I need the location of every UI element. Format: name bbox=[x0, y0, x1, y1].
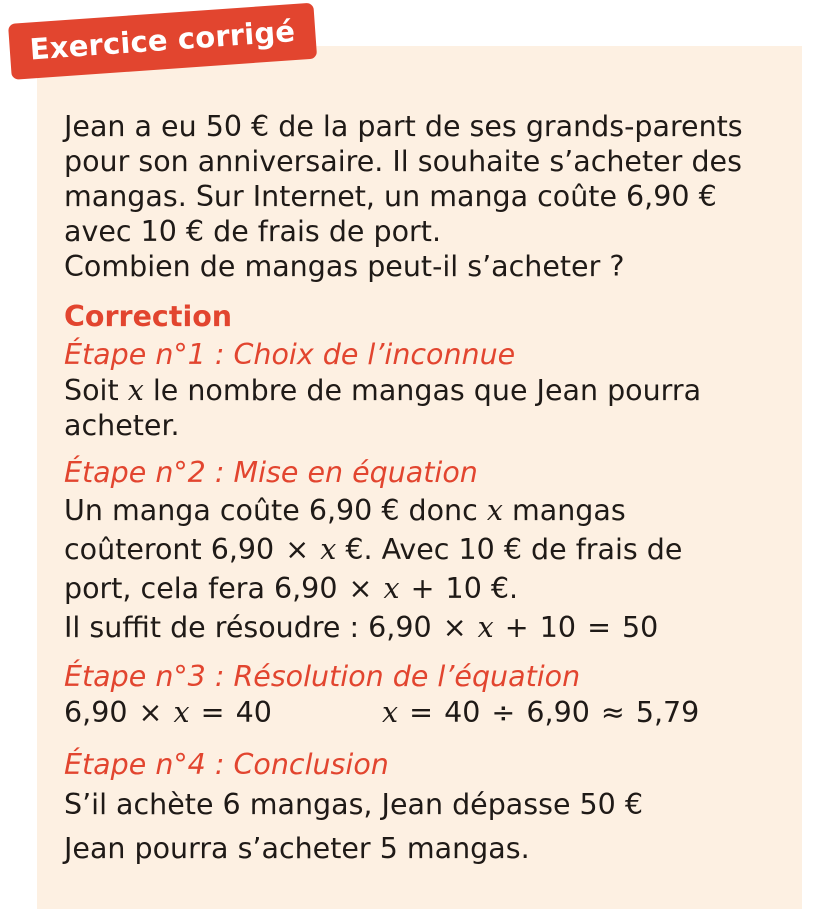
text-fragment: 6,90 bbox=[517, 696, 599, 729]
step-2-title: Étape n°2 : Mise en équation bbox=[64, 456, 478, 489]
variable-x: x bbox=[173, 696, 190, 729]
step-3-right-equation bbox=[382, 695, 699, 730]
step-1-line bbox=[64, 373, 794, 408]
plus-symbol: + bbox=[410, 572, 435, 605]
problem-line: mangas. Sur Internet, un manga coûte 6,90 € bbox=[64, 180, 717, 213]
equals-symbol: = bbox=[200, 696, 225, 729]
plus-symbol: + bbox=[504, 611, 529, 644]
equals-symbol: = bbox=[587, 611, 611, 644]
variable-x: x bbox=[320, 533, 337, 566]
divide-symbol: ÷ bbox=[491, 696, 516, 729]
text-fragment: 10 bbox=[530, 611, 586, 644]
times-symbol: × bbox=[138, 696, 163, 729]
variable-x: x bbox=[486, 494, 503, 527]
times-symbol: × bbox=[285, 533, 310, 566]
step-2-equation-line bbox=[64, 608, 794, 647]
step-4-line: S’il achète 6 mangas, Jean dépasse 50 € bbox=[64, 788, 644, 821]
problem-statement bbox=[64, 109, 794, 284]
step-3-title: Étape n°3 : Résolution de l’équation bbox=[64, 660, 581, 693]
text-fragment: 10 €. bbox=[436, 572, 519, 605]
text-fragment: 50 bbox=[612, 611, 659, 644]
step-4 bbox=[64, 747, 794, 871]
text-fragment: mangas bbox=[502, 494, 626, 527]
text-fragment: le nombre de mangas que Jean pourra bbox=[143, 374, 702, 407]
step-1-line: acheter. bbox=[64, 409, 180, 442]
step-3 bbox=[64, 659, 794, 735]
text-fragment: €. Avec 10 € de frais de bbox=[336, 533, 683, 566]
approx-symbol: ≈ bbox=[600, 696, 625, 729]
problem-line: avec 10 € de frais de port. bbox=[64, 215, 441, 248]
correction-heading: Correction bbox=[64, 300, 233, 333]
variable-x: x bbox=[382, 696, 399, 729]
text-fragment: 40 bbox=[226, 696, 272, 729]
step-1 bbox=[64, 337, 794, 443]
step-1-title: Étape n°1 : Choix de l’inconnue bbox=[64, 338, 516, 371]
exercise-content bbox=[64, 109, 794, 871]
text-fragment: port, cela fera 6,90 bbox=[64, 572, 347, 605]
text-fragment: 5,79 bbox=[626, 696, 700, 729]
text-fragment: Il suffit de résoudre : 6,90 bbox=[64, 611, 441, 644]
step-2-line bbox=[64, 530, 794, 569]
step-2-line bbox=[64, 491, 794, 530]
text-fragment: Un manga coûte 6,90 € donc bbox=[64, 494, 487, 527]
step-4-conclusion: Jean pourra s’acheter 5 mangas. bbox=[64, 832, 530, 865]
text-fragment: 6,90 bbox=[64, 696, 137, 729]
variable-x: x bbox=[477, 611, 494, 644]
text-fragment: 40 bbox=[435, 696, 490, 729]
problem-question: Combien de mangas peut-il s’acheter ? bbox=[64, 250, 625, 283]
variable-x: x bbox=[383, 572, 400, 605]
text-fragment: Soit bbox=[64, 374, 128, 407]
times-symbol: × bbox=[348, 572, 373, 605]
text-fragment: coûteront 6,90 bbox=[64, 533, 284, 566]
step-2-line bbox=[64, 569, 794, 608]
times-symbol: × bbox=[442, 611, 467, 644]
problem-line: Jean a eu 50 € de la part de ses grands-parents bbox=[64, 110, 743, 143]
variable-x: x bbox=[127, 374, 144, 407]
problem-line: pour son anniversaire. Il souhaite s’acheter des bbox=[64, 145, 742, 178]
exercise-badge: Exercice corrigé bbox=[8, 3, 317, 80]
step-2 bbox=[64, 455, 794, 647]
step-3-left-equation bbox=[64, 695, 272, 730]
step-4-title: Étape n°4 : Conclusion bbox=[64, 748, 389, 781]
equals-symbol: = bbox=[409, 696, 434, 729]
step-3-equations bbox=[64, 695, 794, 735]
